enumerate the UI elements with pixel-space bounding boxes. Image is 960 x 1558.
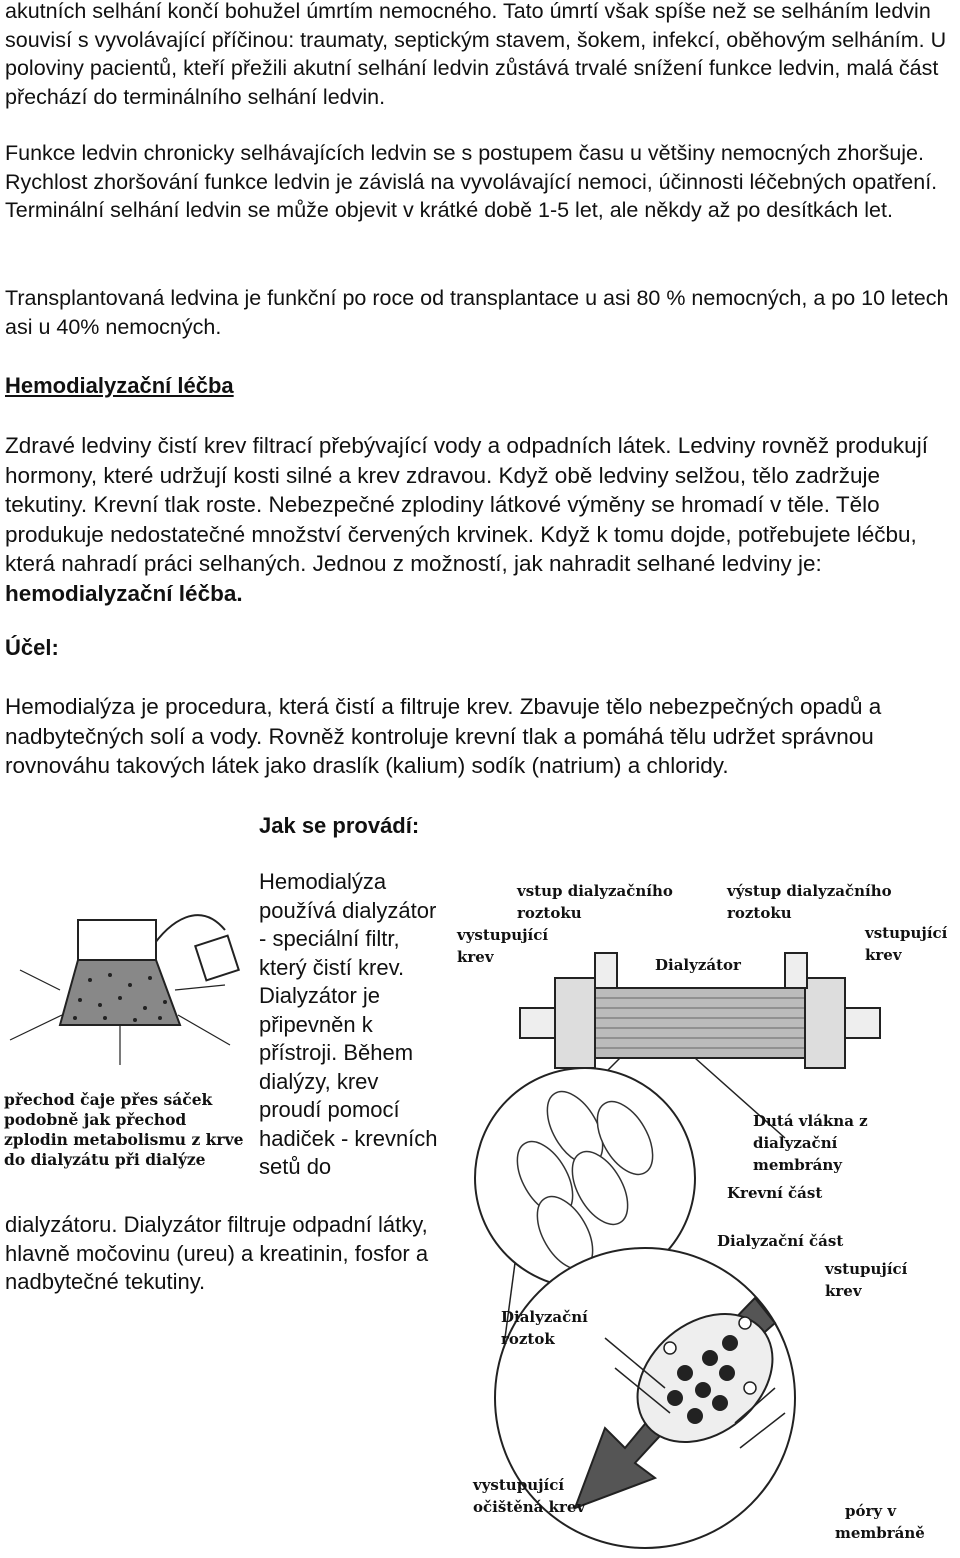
heading-purpose: Účel: (5, 635, 59, 660)
paragraph-how-wide: dialyzátoru. Dialyzátor filtruje odpadní látky, hlavně močovinu (ureu) a kreatinin, fosfor a nadbytečné tekutiny. (5, 1212, 429, 1294)
paragraph-acute-failure: akutních selhání končí bohužel úmrtím nemocného. Tato úmrtí však spíše než se selháním ledvin souvisí s vyvolávající příčinou: traumaty, septickým stavem, šokem, infekcí, oběhovým selháním. U poloviny pacientů, kteří přežili akutní selhání ledvin zůstává trvalé snížení funkce ledvin, malá část přechází do terminálního selhání ledvin. (5, 0, 947, 109)
label-pory-line1: póry v (845, 1502, 897, 1520)
heading-hemodialysis: Hemodialyzační léčba (5, 373, 234, 398)
heading-how: Jak se provádí: (259, 813, 420, 838)
label-dialyzator: Dialyzátor (655, 956, 741, 974)
paragraph-healthy-kidneys (5, 431, 955, 608)
label-duta-line3: membrány (753, 1156, 843, 1174)
label-dialyzacni-roztok-line2: roztok (501, 1330, 555, 1348)
label-vstupujici-right-line2: krev (865, 946, 902, 964)
label-vystupujici-ocistena-line1: vystupující (473, 1476, 565, 1494)
label-vystupujici-left-line1: vystupující (457, 926, 549, 944)
label-vstup-line2: roztoku (517, 904, 582, 922)
paragraph-chronic-failure: Funkce ledvin chronicky selhávajících ledvin se s postupem času u většiny nemocných zhoršuje. Rychlost zhoršování funkce ledvin je závislá na vyvolávající nemoci, účinnosti léčebných opatření. Terminální selhání ledvin se může objevit v krátké době 1-5 let, ale někdy až po desítkách let. (5, 141, 938, 222)
label-vystup-line1: výstup dialyzačního (727, 882, 892, 900)
teabag-caption-line: přechod čaje přes sáček (4, 1090, 213, 1109)
paragraph-purpose: Hemodialýza je procedura, která čistí a filtruje krev. Zbavuje tělo nebezpečných opadů a nadbytečných solí a vody. Rovněž kontroluje krevní tlak a pomáhá tělu udržet správnou rovnováhu takových látek jako draslík (kalium) sodík (natrium) a chloridy. (5, 694, 882, 778)
label-vstup-line1: vstup dialyzačního (517, 882, 673, 900)
label-duta-line2: dialyzační (753, 1134, 838, 1152)
paragraph-how-narrow: Hemodialýza používá dialyzátor - speciální filtr, který čistí krev. Dialyzátor je připevněn k přístroji. Během dialýzy, krev proudí pomocí hadiček - krevních setů do (259, 869, 438, 1179)
label-vystupujici-left-line2: krev (457, 948, 494, 966)
paragraph-healthy-kidneys-bold: hemodialyzační léčba. (5, 580, 243, 606)
teabag-caption (4, 1090, 254, 1170)
label-dialyzacni-cast: Dialyzační část (717, 1232, 844, 1250)
label-vstupujici-krev2-line1: vstupující (825, 1260, 908, 1278)
label-pory-line2: membráně (835, 1524, 925, 1542)
label-duta-line1: Dutá vlákna z (753, 1112, 868, 1130)
paragraph-healthy-kidneys-text: Zdravé ledviny čistí krev filtrací přebývající vody a odpadních látek. Ledviny rovněž produkují hormony, které udržují kosti silné a krev zdravou. Když obě ledviny selžou, tělo zadržuje tekutiny. Krevní tlak roste. Nebezpečné zplodiny látkové výměny se hromadí v těle. Tělo produkuje nedostatečné množství červených krvinek. Když k tomu dojde, potřebujete léčbu, která nahradí práci selhaných. Jednou z možností, jak nahradit selhané ledviny je: (5, 433, 928, 576)
label-vstupujici-krev2-line2: krev (825, 1282, 862, 1300)
label-krevni-cast: Krevní část (727, 1184, 823, 1202)
teabag-caption-line: zplodin metabolismu z krve (4, 1130, 244, 1149)
label-vystupujici-ocistena-line2: očištěná krev (473, 1498, 586, 1516)
label-vystup-line2: roztoku (727, 904, 792, 922)
dialyzer-diagram (455, 868, 955, 1558)
paragraph-transplant: Transplantovaná ledvina je funkční po roce od transplantace u asi 80 % nemocných, a po 10 letech asi u 40% nemocných. (5, 286, 949, 339)
teabag-illustration (0, 880, 250, 1080)
teabag-caption-line: podobně jak přechod (4, 1110, 187, 1129)
label-vstupujici-right-line1: vstupující (865, 924, 948, 942)
teabag-caption-line: do dialyzátu při dialýze (4, 1150, 206, 1169)
label-dialyzacni-roztok-line1: Dialyzační (501, 1308, 588, 1326)
